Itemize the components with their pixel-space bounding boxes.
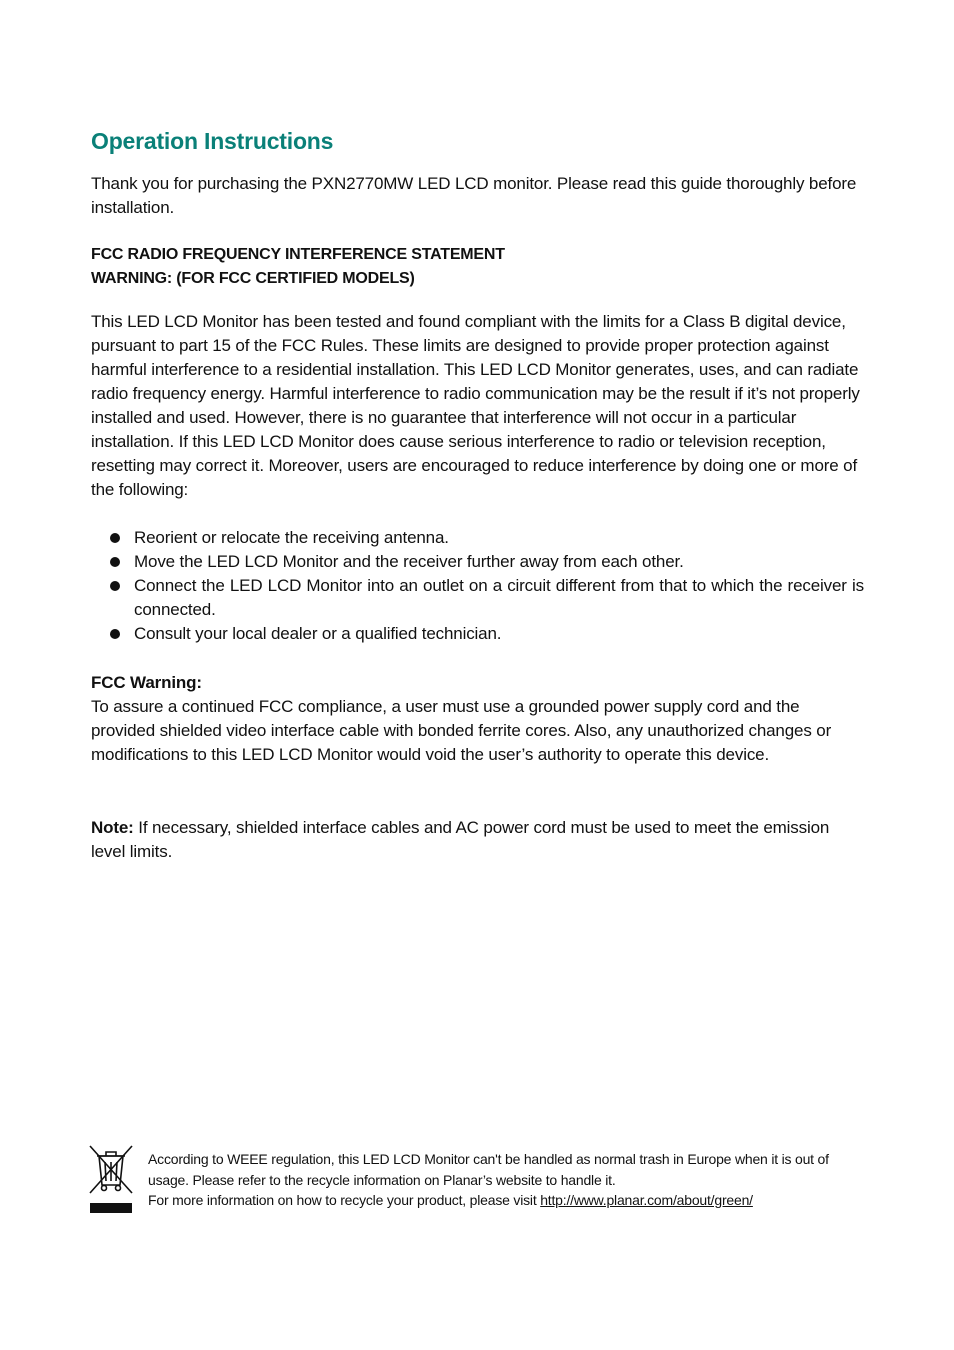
bullet-icon bbox=[110, 533, 120, 543]
list-item bbox=[91, 526, 864, 550]
fcc-heading-line-1: FCC RADIO FREQUENCY INTERFERENCE STATEMENT bbox=[91, 246, 505, 263]
weee-notice-text: According to WEEE regulation, this LED LCD Monitor can't be handled as normal trash in Europe when it is out of usage. Please refer to the recycle information on Planar’s website to handle it. bbox=[148, 1151, 829, 1188]
fcc-warning-label: FCC Warning: bbox=[91, 673, 202, 692]
recycle-info-link[interactable]: http://www.planar.com/about/green/ bbox=[540, 1192, 753, 1208]
fcc-statement-paragraph: This LED LCD Monitor has been tested and found compliant with the limits for a Class B digital device, pursuant to part 15 of the FCC Rules. These limits are designed to provide proper protection against harmful interference to a residential installation. This LED LCD Monitor generates, uses, and can radiate radio frequency energy. Harmful interference to radio communication may be the result if it’s not properly installed and used. However, there is no guarantee that interference will not occur in a particular installation. If this LED LCD Monitor does cause serious interference to radio or television reception, resetting may correct it. Moreover, users are encouraged to reduce interference by doing one or more of the following: bbox=[91, 312, 860, 499]
fcc-warning-text: To assure a continued FCC compliance, a user must use a grounded power supply cord and the provided shielded video interface cable with bonded ferrite cores. Also, any unauthorized changes or modifications to this LED LCD Monitor would void the user’s authority to operate this device. bbox=[91, 697, 832, 764]
fcc-heading bbox=[91, 243, 505, 291]
weee-notice bbox=[148, 1149, 858, 1211]
note-label: Note: bbox=[91, 818, 134, 837]
recycle-info-text: For more information on how to recycle your product, please visit bbox=[148, 1192, 541, 1208]
list-item bbox=[91, 622, 864, 646]
recycle-info-line bbox=[148, 1190, 858, 1211]
list-item bbox=[91, 574, 864, 622]
fcc-warning-section bbox=[91, 671, 864, 767]
interference-remedies-list bbox=[91, 526, 864, 646]
page-title: Operation Instructions bbox=[91, 128, 334, 154]
note-paragraph bbox=[91, 816, 864, 864]
intro-paragraph: Thank you for purchasing the PXN2770MW LED LCD monitor. Please read this guide thoroughly before installation. bbox=[91, 174, 857, 217]
fcc-heading-line-2: WARNING: (FOR FCC CERTIFIED MODELS) bbox=[91, 270, 415, 287]
list-item bbox=[91, 550, 864, 574]
list-item-text: Consult your local dealer or a qualified technician. bbox=[134, 624, 502, 643]
list-item-text: Reorient or relocate the receiving antenna. bbox=[134, 528, 449, 547]
bullet-icon bbox=[110, 557, 120, 567]
bullet-icon bbox=[110, 581, 120, 591]
crossed-out-wheelie-bin-icon bbox=[86, 1143, 136, 1215]
list-item-text: Move the LED LCD Monitor and the receiver further away from each other. bbox=[134, 552, 684, 571]
bullet-icon bbox=[110, 629, 120, 639]
note-text: If necessary, shielded interface cables and AC power cord must be used to meet the emission level limits. bbox=[91, 818, 830, 861]
list-item-text: Connect the LED LCD Monitor into an outlet on a circuit different from that to which the receiver is connected. bbox=[134, 576, 864, 619]
